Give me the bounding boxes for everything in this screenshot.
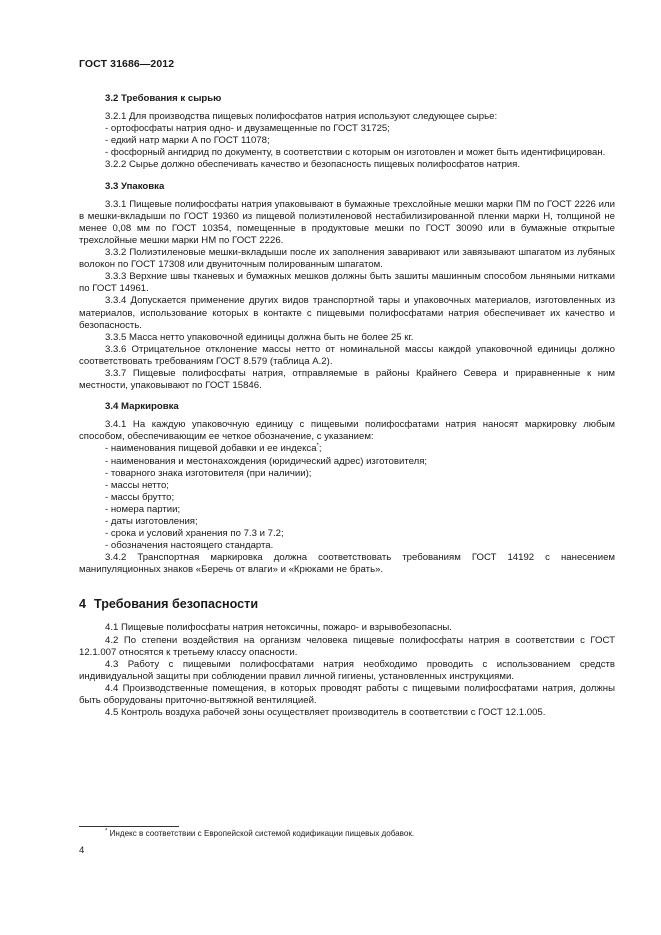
raw-material-item: - едкий натр марки А по ГОСТ 11078;: [105, 135, 270, 147]
section-3-3-heading: 3.3 Упаковка: [105, 180, 165, 192]
paragraph-3-3-6: 3.3.6 Отрицательное отклонение массы нетто от номинальной массы каждой упаковочной единицы должно соответствовать требованиям ГОСТ 8.579 (таблица А.2).: [79, 343, 615, 367]
paragraph-4-4: 4.4 Производственные помещения, в которых проводят работы с пищевыми полифосфатами натрия, должны быть оборудованы приточно-вытяжной вентиляцией.: [79, 682, 615, 707]
paragraph-3-4-2: 3.4.2 Транспортная маркировка должна соответствовать требованиям ГОСТ 14192 с нанесением манипуляционных знаков «Беречь от влаги» и «Крюками не брать».: [79, 552, 615, 576]
footnote-divider: [79, 826, 179, 827]
marking-item: - массы брутто;: [105, 491, 175, 503]
section-4-heading: [79, 596, 615, 612]
paragraph-4-1: 4.1 Пищевые полифосфаты натрия нетоксичны, пожаро- и взрывобезопасны.: [105, 622, 452, 634]
raw-material-item: - фосфорный ангидрид по документу, в соответствии с которым он изготовлен и может быть идентифицирован.: [105, 147, 606, 159]
marking-item-end: ;: [318, 443, 322, 455]
paragraph-4-3: 4.3 Работу с пищевыми полифосфатами натрия необходимо проводить с использованием средств индивидуальной защиты при соблюдении правил личной гигиены, установленных инструкциями.: [79, 658, 615, 682]
section-4-number: 4: [79, 597, 87, 612]
paragraph-3-2-2: 3.2.2 Сырье должно обеспечивать качество и безопасность пищевых полифосфатов натрия.: [105, 159, 521, 171]
page-number: 4: [79, 845, 85, 856]
section-3-4-heading: 3.4 Маркировка: [105, 401, 179, 413]
footnote-reference: *: [316, 443, 319, 450]
paragraph-3-4-1: 3.4.1 На каждую упаковочную единицу с пищевыми полифосфатами натрия наносят маркировку любым способом, обеспечивающим ее четкое обозначение, с указанием:: [79, 419, 615, 443]
document-header: ГОСТ 31686—2012: [79, 58, 175, 70]
marking-item: - даты изготовления;: [105, 516, 198, 527]
marking-item: - наименования и местонахождения (юридический адрес) изготовителя;: [105, 455, 428, 467]
marking-item: - массы нетто;: [105, 479, 169, 491]
paragraph-3-3-5: 3.3.5 Масса нетто упаковочной единицы должна быть не более 25 кг.: [105, 331, 414, 343]
paragraph-3-3-1: 3.3.1 Пищевые полифосфаты натрия упаковывают в бумажные трехслойные мешки марки ПМ по ГОСТ 2226 или в мешки-вкладыши по ГОСТ 19360 из пищевой полиэтиленовой нестабилизированной пленки марки Н, толщиной не менее 0,08 мм по ГОСТ 10354, помещенные в продуктовые мешки по ГОСТ 30090 или в бумажные открытые трехслойные мешки марки НМ по ГОСТ 2226.: [79, 198, 615, 246]
marking-item: - номера партии;: [105, 503, 181, 515]
section-3-2-heading: 3.2 Требования к сырью: [105, 93, 222, 104]
footnote-text: Индекс в соответствии с Европейской системой кодификации пищевых добавок.: [109, 829, 415, 838]
paragraph-3-3-4: 3.3.4 Допускается применение других видов транспортной тары и упаковочных материалов, изготовленных из материалов, использование которых в контакте с пищевыми полифосфатами натрия обеспечивает их качество и безопасность.: [79, 295, 615, 331]
section-4-title: Требования безопасности: [94, 597, 259, 612]
marking-item-text: - наименования пищевой добавки и ее индекса: [105, 443, 317, 455]
raw-material-item: - ортофосфаты натрия одно- и двузамещенные по ГОСТ 31725;: [105, 123, 390, 135]
marking-item: - срока и условий хранения по 7.3 и 7.2;: [105, 528, 284, 540]
paragraph-3-3-3: 3.3.3 Верхние швы тканевых и бумажных мешков должны быть зашиты машинным способом льняными нитками по ГОСТ 14961.: [79, 271, 615, 295]
paragraph-3-3-7: 3.3.7 Пищевые полифосфаты натрия, отправляемые в районы Крайнего Севера и приравненные к ним местности, упаковывают по ГОСТ 15846.: [79, 367, 615, 392]
marking-item: - товарного знака изготовителя (при наличии);: [105, 467, 312, 479]
marking-item: [79, 443, 615, 455]
paragraph-4-5: 4.5 Контроль воздуха рабочей зоны осуществляет производитель в соответствии с ГОСТ 12.1.005.: [105, 707, 546, 719]
paragraph-4-2: 4.2 По степени воздействия на организм человека пищевые полифосфаты натрия в соответствии с ГОСТ 12.1.007 относятся к третьему классу опасности.: [79, 634, 615, 658]
paragraph-3-3-2: 3.3.2 Полиэтиленовые мешки-вкладыши после их заполнения заваривают или завязывают шпагатом из лубяных волокон по ГОСТ 17308 или двуниточным полированным шпагатом.: [79, 247, 615, 271]
footnote: [79, 829, 615, 839]
document-body: [79, 93, 615, 719]
marking-item: - обозначения настоящего стандарта.: [105, 540, 274, 552]
paragraph-3-2-1: 3.2.1 Для производства пищевых полифосфатов натрия используют следующее сырье:: [105, 111, 498, 123]
footnote-mark: *: [105, 828, 108, 835]
